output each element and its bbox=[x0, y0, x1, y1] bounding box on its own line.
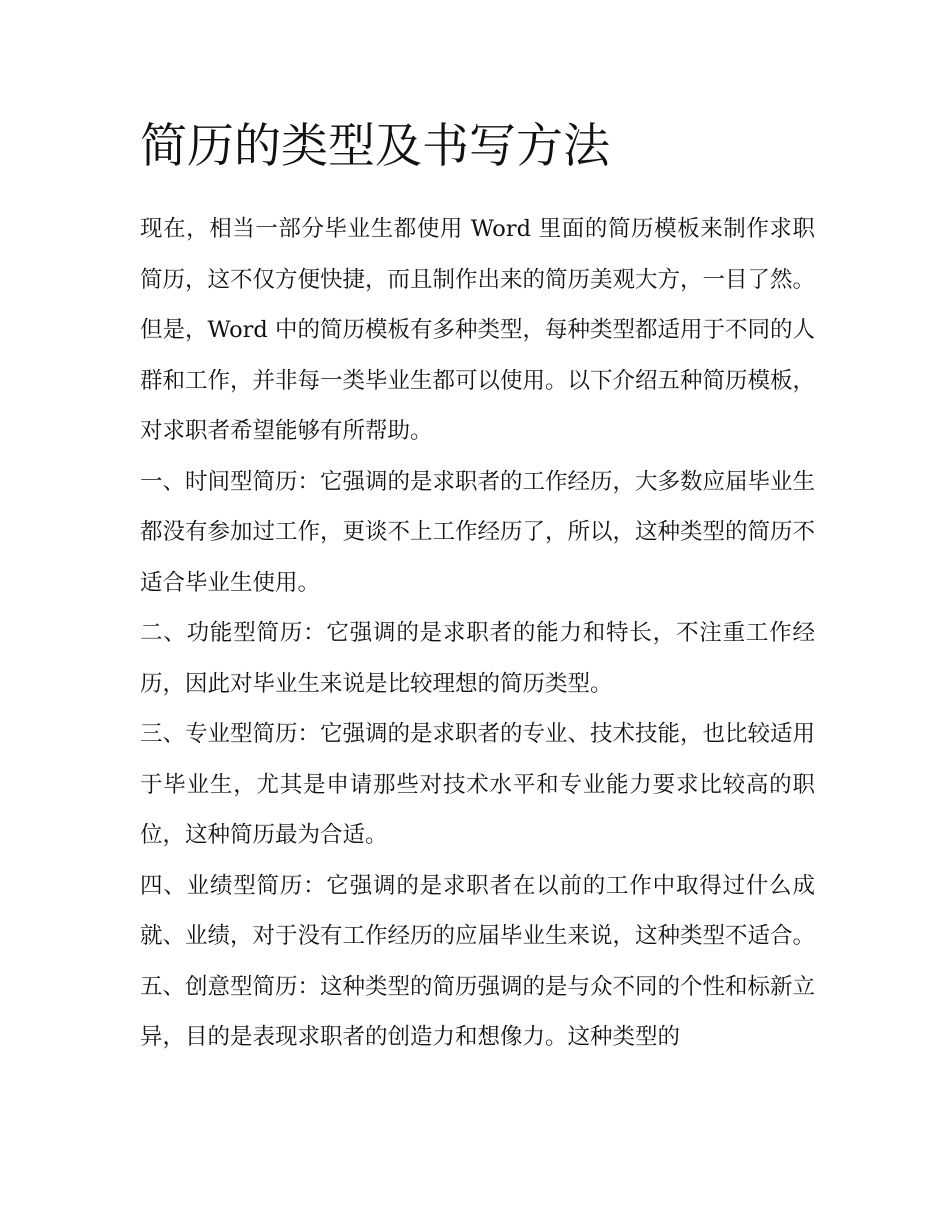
paragraph-functional-resume: 二、功能型简历：它强调的是求职者的能力和特长，不注重工作经历，因此对毕业生来说是比较理想的简历类型。 bbox=[140, 620, 815, 697]
document-body bbox=[140, 204, 815, 1063]
paragraph-achievement-resume: 四、业绩型简历：它强调的是求职者在以前的工作中取得过什么成就、业绩，对于没有工作经历的应届毕业生来说，这种类型不适合。 bbox=[140, 872, 816, 949]
paragraph-chronological-resume: 一、时间型简历：它强调的是求职者的工作经历，大多数应届毕业生都没有参加过工作，更谈不上工作经历了，所以，这种类型的简历不适合毕业生使用。 bbox=[140, 468, 816, 596]
document-content bbox=[140, 112, 815, 1063]
paragraph-professional-resume: 三、专业型简历：它强调的是求职者的专业、技术技能，也比较适用于毕业生，尤其是申请那些对技术水平和专业能力要求比较高的职位，这种简历最为合适。 bbox=[140, 721, 816, 848]
document-title: 简历的类型及书写方法 bbox=[140, 119, 610, 174]
paragraph-creative-resume: 五、创意型简历：这种类型的简历强调的是与众不同的个性和标新立异，目的是表现求职者的创造力和想像力。这种类型的 bbox=[140, 973, 816, 1050]
intro-paragraph: 现在，相当一部分毕业生都使用 Word 里面的简历模板来制作求职简历，这不仅方便快捷，而且制作出来的简历美观大方，一目了然。但是，Word 中的简历模板有多种类型，每种类型都适用于不同的人群和工作，并非每一类毕业生都可以使用。以下介绍五种简历模板，对求职者希望能够有所帮助。 bbox=[140, 216, 816, 444]
